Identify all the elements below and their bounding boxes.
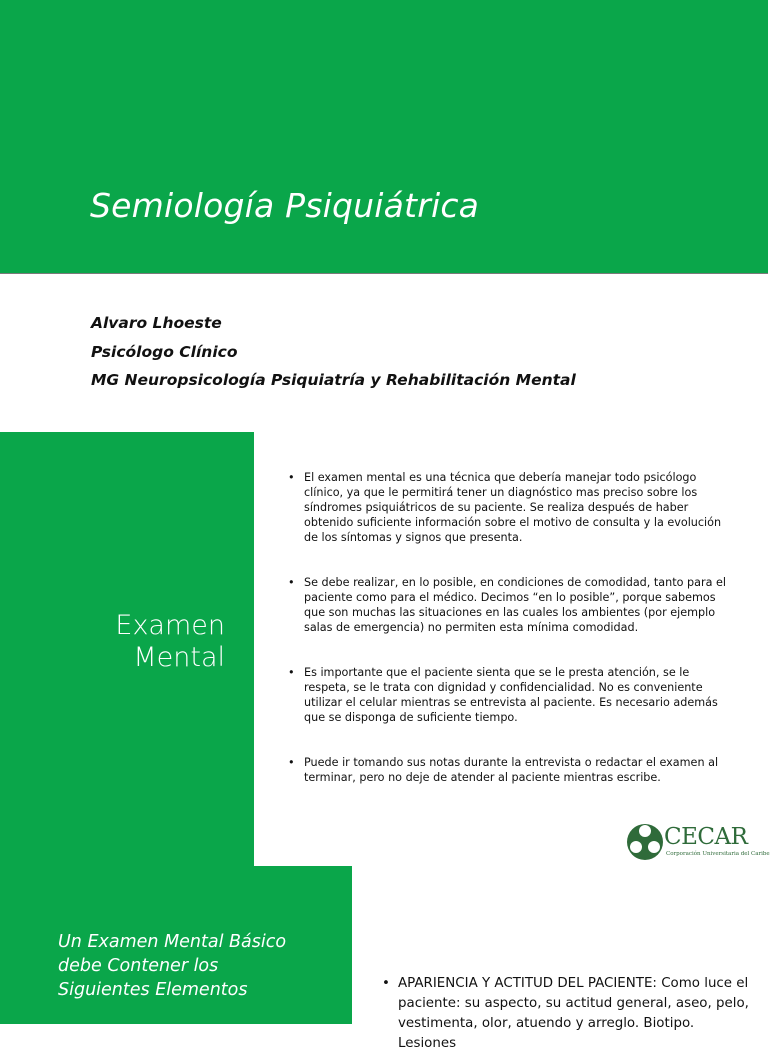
author-name: Alvaro Lhoeste [91, 314, 222, 332]
logo-subtitle: Corporación Universitaria del Caribe [666, 851, 770, 857]
slide-heading [58, 930, 286, 1002]
slide-heading-line: Siguientes Elementos [58, 980, 248, 1000]
slide-heading-line: Mental [133, 642, 225, 673]
cecar-logo [626, 822, 770, 862]
slide-heading-line: Examen [115, 610, 225, 641]
presentation-title: Semiología Psiquiátrica [90, 186, 480, 225]
title-slide [0, 0, 768, 432]
list-item: • Se debe realizar, en lo posible, en condiciones de comodidad, tanto para el paciente como para el médico. Decimos “en lo posible”, porque sabemos que son muchas las situaciones en las cuales los ambientes (por ejemplo salas de emergencia) no permiten esta mínima comodidad. [286, 575, 738, 635]
author-role: Psicólogo Clínico [91, 343, 238, 361]
list-item: • Es importante que el paciente sienta que se le presta atención, se le respeta, se le trata con dignidad y confidencialidad. No es conveniente utilizar el celular mientras se entrevista al paciente. Es necesario además que se disponga de suficiente tiempo. [286, 665, 738, 725]
list-item: • Puede ir tomando sus notas durante la entrevista o redactar el examen al terminar, pero no deje de atender al paciente mientras escribe. [286, 755, 738, 785]
bullet-list [382, 974, 752, 1054]
slide-heading-line: Un Examen Mental Básico [58, 932, 287, 952]
title-banner [0, 0, 768, 273]
slide-heading-line: debe Contener los [58, 956, 219, 976]
elementos-slide [0, 866, 768, 1051]
examen-mental-slide [0, 432, 768, 866]
slide-heading [115, 610, 225, 674]
bullet-list [286, 470, 738, 785]
author-degree: MG Neuropsicología Psiquiatría y Rehabilitación Mental [91, 371, 576, 389]
list-item: • APARIENCIA Y ACTITUD DEL PACIENTE: Como luce el paciente: su aspecto, su actitud general, aseo, pelo, vestimenta, olor, atuendo y arreglo. Biotipo. Lesiones [382, 974, 752, 1054]
logo-wordmark: CECAR [664, 824, 748, 850]
banner-divider [0, 273, 768, 274]
list-item: • El examen mental es una técnica que debería manejar todo psicólogo clínico, ya que le permitirá tener un diagnóstico mas preciso sobre los síndromes psiquiátricos de su paciente. Se realiza después de haber obtenido suficiente información sobre el motivo de consulta y la evolución de los síntomas y signos que presenta. [286, 470, 738, 545]
cecar-emblem-icon [626, 822, 666, 862]
